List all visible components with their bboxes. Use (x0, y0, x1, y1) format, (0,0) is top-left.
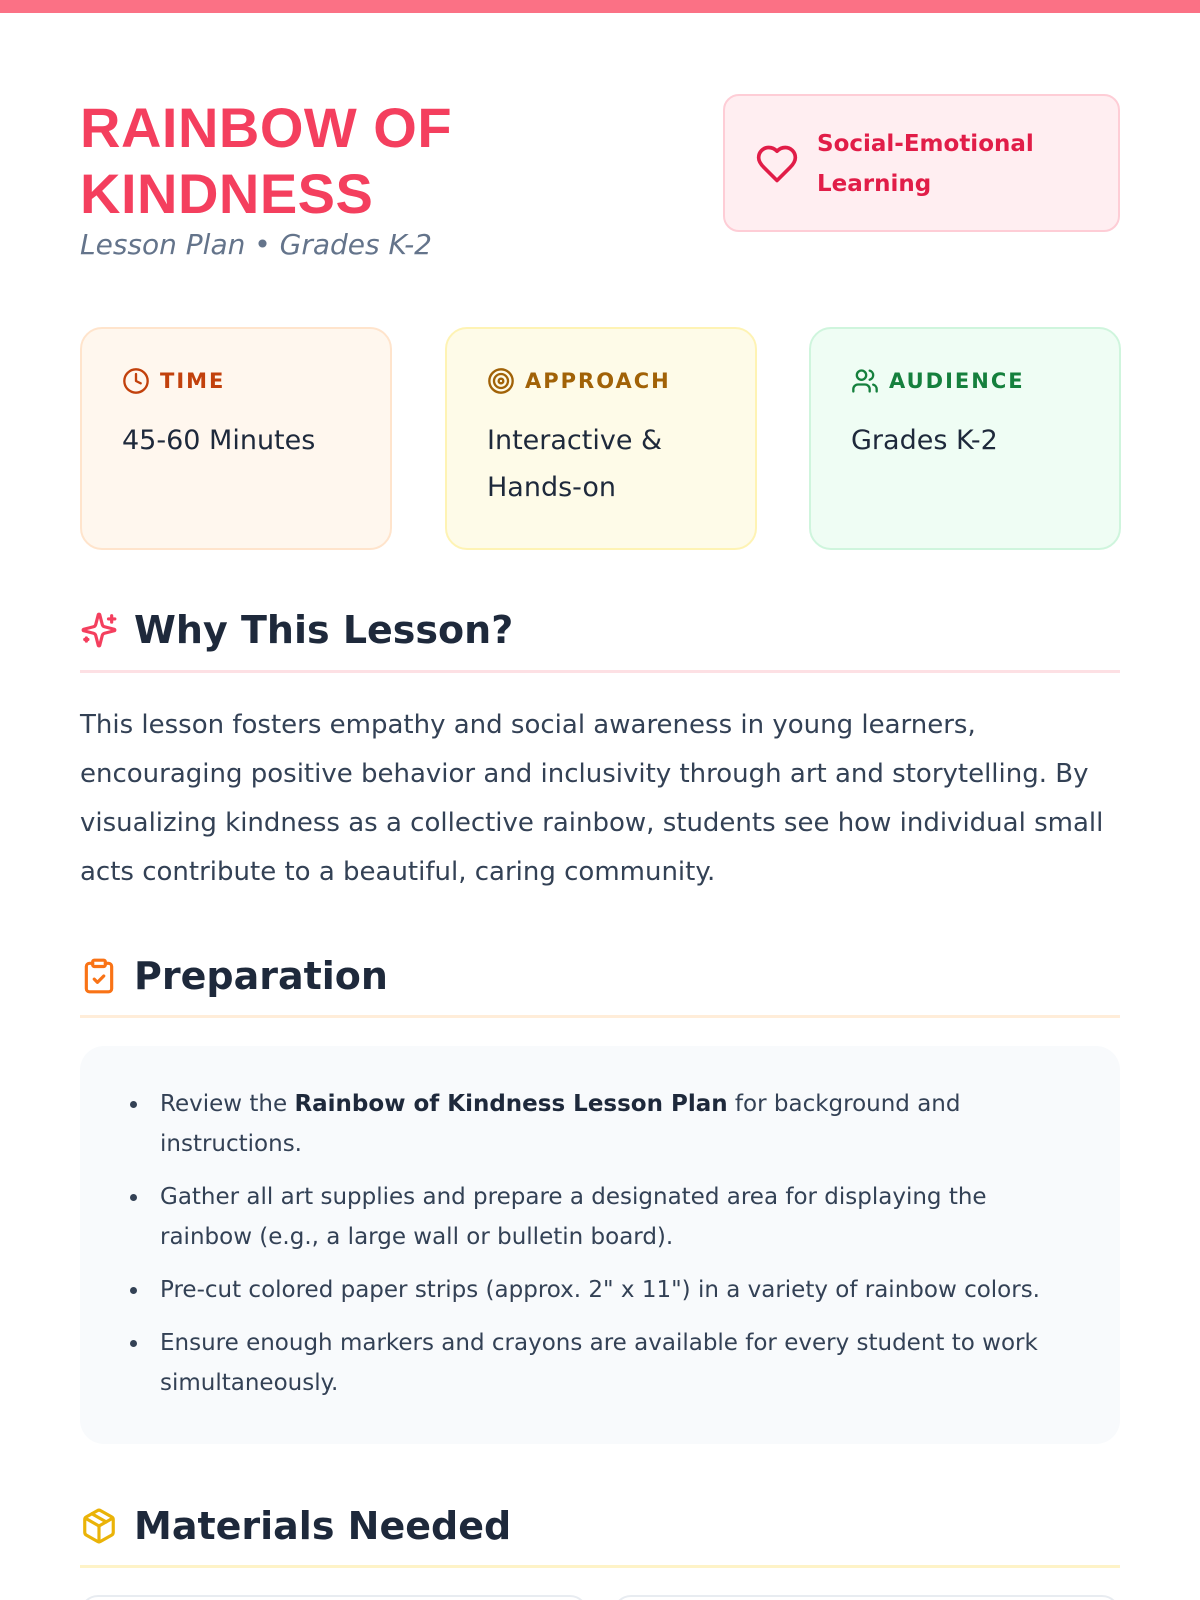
list-item-text: for background and instructions. (160, 1091, 961, 1157)
title-line-1: RAINBOW OF (80, 96, 453, 159)
list-item-text: Ensure enough markers and crayons are available for every student to work simultaneously. (160, 1330, 1038, 1396)
preparation-box (80, 1046, 1120, 1444)
title-line-2: KINDNESS (80, 162, 374, 225)
material-card (613, 1595, 1120, 1600)
section-divider (80, 1565, 1120, 1568)
info-card-audience (809, 327, 1121, 550)
sparkles-icon (80, 611, 118, 649)
info-card-title: TIME (160, 369, 226, 393)
list-item-text: Pre-cut colored paper strips (approx. 2" x 11") in a variety of rainbow colors. (160, 1277, 1040, 1303)
section-title: Preparation (134, 954, 388, 998)
page-title (80, 95, 640, 227)
clipboard-check-icon (80, 957, 118, 995)
category-badge-label: Social-Emotional Learning (817, 131, 1034, 197)
package-icon (80, 1507, 118, 1545)
info-card-title: AUDIENCE (889, 369, 1025, 393)
section-divider (80, 670, 1120, 673)
page-subtitle: Lesson Plan • Grades K-2 (80, 228, 432, 261)
section-divider (80, 1015, 1120, 1018)
users-icon (851, 367, 879, 395)
info-card-value: Grades K-2 (851, 425, 998, 456)
list-item-text: Review the (160, 1091, 295, 1117)
info-card-title: APPROACH (525, 369, 671, 393)
info-card-value: 45-60 Minutes (122, 425, 316, 456)
top-accent-bar (0, 0, 1200, 13)
info-card-time (80, 327, 392, 550)
list-item (160, 1084, 1080, 1164)
target-icon (487, 367, 515, 395)
list-item-emphasis: Rainbow of Kindness Lesson Plan (294, 1091, 728, 1117)
section-title: Why This Lesson? (134, 608, 514, 652)
info-card-approach (445, 327, 757, 550)
section-header-materials (80, 1504, 511, 1548)
list-item-text: Gather all art supplies and prepare a designated area for displaying the rainbow (e.g., a large wall or bulletin board). (160, 1184, 987, 1250)
section-title: Materials Needed (134, 1504, 512, 1548)
why-paragraph: This lesson fosters empathy and social awareness in young learners, encouraging positive behavior and inclusivity through art and storytelling. By visualizing kindness as a collective rainbow, students see how individual small acts contribute to a beautiful, caring community. (80, 710, 1104, 887)
section-header-why (80, 608, 513, 652)
material-card (80, 1595, 588, 1600)
info-card-value: Interactive & Hands-on (487, 425, 663, 503)
list-item (160, 1323, 1080, 1403)
section-header-preparation (80, 954, 388, 998)
list-item (160, 1177, 1080, 1257)
heart-icon (755, 142, 799, 186)
category-badge (723, 94, 1120, 232)
list-item (160, 1270, 1080, 1310)
preparation-list (160, 1084, 1080, 1416)
clock-icon (122, 367, 150, 395)
